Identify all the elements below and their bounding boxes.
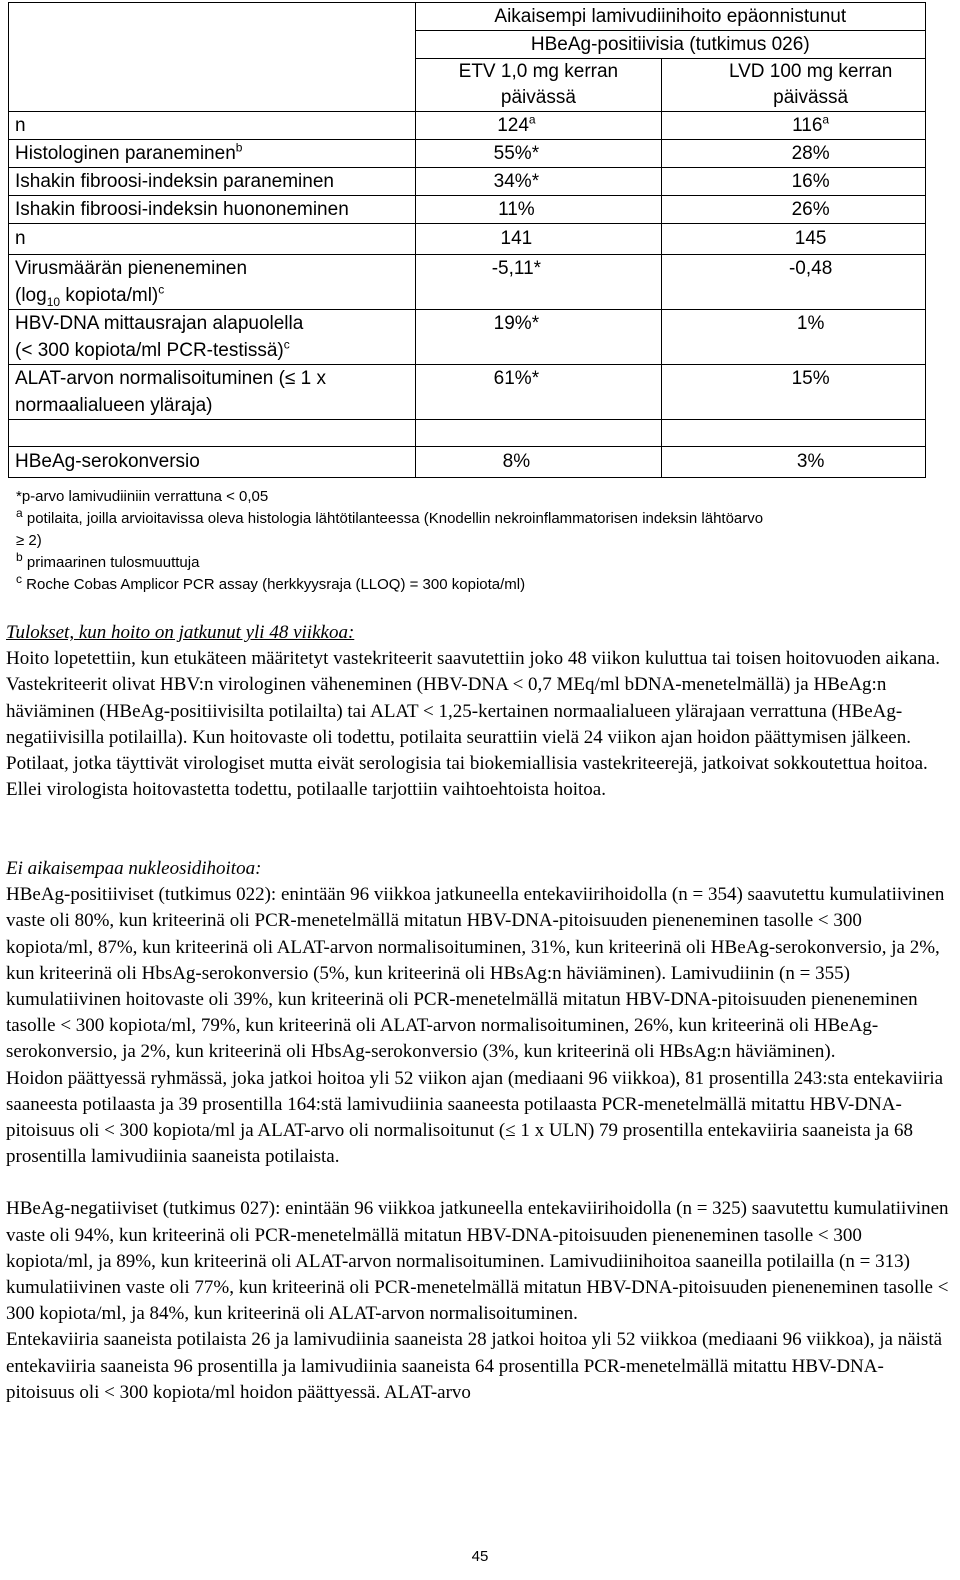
section-heading: Tulokset, kun hoito on jatkunut yli 48 viikkoa: bbox=[6, 622, 355, 643]
table-row: HBV-DNA mittausrajan alapuolella (< 300 kopiota/ml PCR-testissä)$^c$ 19%* 1% bbox=[9, 310, 926, 365]
section-heading: Ei aikaisempaa nukleosidihoitoa: bbox=[6, 858, 262, 879]
table-corner-cell bbox=[9, 3, 416, 112]
footnote-a-cont: ≥ 2) bbox=[16, 532, 42, 549]
section-48-weeks bbox=[6, 620, 951, 803]
section-no-nucleoside bbox=[6, 856, 951, 1406]
header-group-1: Aikaisempi lamivudiinihoito epäonnistunut bbox=[415, 3, 925, 31]
section-paragraph: Entekaviiria saaneista potilaista 26 ja lamivudiinia saaneista 28 jatkoi hoitoa yli 52 viikkoa (mediaani 96 viikkoa), ja näistä entekaviiria saaneista 96 prosentilla ja lamivudiinia saaneista 64 prosentilla PCR-menetelmällä mitattu HBV-DNA-pitoisuus oli < 300 kopiota/ml hoidon päättyessä. ALAT-arvo bbox=[6, 1329, 943, 1403]
table-row: n 141 145 bbox=[9, 224, 926, 255]
table-row: Ishakin fibroosi-indeksin paraneminen 34%* 16% bbox=[9, 168, 926, 196]
table-row: Ishakin fibroosi-indeksin huononeminen 11% 26% bbox=[9, 196, 926, 224]
table-row: n 124$^a$ 116$^a$ bbox=[9, 112, 926, 140]
section-paragraph: HBeAg-negatiiviset (tutkimus 027): enintään 96 viikkoa jatkuneella entekaviirihoidolla (n = 325) saavutettu kumulatiivinen vaste oli 94%, kun kriteerinä oli PCR-menetelmällä mitatun HBV-DNA-pitoisuuden pieneneminen tasolle < 300 kopiota/ml, ja 89%, kun kriteerinä oli ALAT-arvon normalisoituminen. Lamivudiinihoitoa saaneilla potilailla (n = 313) kumulatiivinen vaste oli 77%, kun kriteerinä oli PCR-menetelmällä mitatun HBV-DNA-pitoisuuden pieneneminen tasolle < 300 kopiota/ml, ja 84%, kun kriteerinä oli ALAT-arvon normalisoituminen. bbox=[6, 1198, 949, 1325]
section-paragraph: Hoito lopetettiin, kun etukäteen määritetyt vastekriteerit saavutettiin joko 48 viikon kuluttua tai toisen hoitovuoden aikana. Vastekriteerit olivat HBV:n virologinen väheneminen (HBV-DNA < 0,7 MEq/ml bDNA-menetelmällä) ja HBeAg:n häviäminen (HBeAg-positiivisilta potilailta) tai ALAT < 1,25-kertainen normaalialueen ylärajaan verrattuna (HBeAg-negatiivisilla potilailla). Kun hoitovaste oli todettu, potilaita seurattiin vielä 24 viikon ajan hoidon päättymisen jälkeen. Potilaat, jotka täyttivät virologiset mutta eivät serologisia tai biokemiallisia vastekriteerejä, jatkoivat sokkoutettua hoitoa. Ellei virologista hoitovastetta todettu, potilaalle tarjottiin vaihtoehtoista hoitoa. bbox=[6, 648, 940, 801]
footnote-c: $^c$ Roche Cobas Amplicor PCR assay (herkkyysraja (LLOQ) = 300 kopiota/ml) bbox=[16, 572, 526, 593]
footnote-p: *p-arvo lamivudiiniin verrattuna < 0,05 bbox=[16, 488, 269, 505]
footnote-b: $^b$ primaarinen tulosmuuttuja bbox=[16, 550, 200, 571]
header-col-lvd: LVD 100 mg kerran päivässä bbox=[662, 59, 926, 112]
header-col-etv: ETV 1,0 mg kerran päivässä bbox=[415, 59, 662, 112]
table-footnotes bbox=[16, 486, 916, 596]
table-row: HBeAg-serokonversio 8% 3% bbox=[9, 447, 926, 478]
page-number: 45 bbox=[471, 1548, 489, 1565]
section-paragraph: Hoidon päättyessä ryhmässä, joka jatkoi hoitoa yli 52 viikon ajan (mediaani 96 viikkoa), 81 prosentilla 243:sta entekaviiria saaneesta potilaasta ja 39 prosentilla 164:stä lamivudiinia saaneesta potilaasta PCR-menetelmällä mitattu HBV-DNA-pitoisuus oli < 300 kopiota/ml ja ALAT-arvo oli normalisoitunut (≤ 1 x ULN) 79 prosentilla entekaviiria saaneista ja 68 prosentilla lamivudiinia saaneista potilaista. bbox=[6, 1067, 944, 1168]
table-row: ALAT-arvon normalisoituminen (≤ 1 x normaalialueen yläraja) 61%* 15% bbox=[9, 365, 926, 420]
results-table bbox=[8, 2, 926, 478]
section-paragraph: HBeAg-positiiviset (tutkimus 022): enintään 96 viikkoa jatkuneella entekaviirihoidolla (n = 354) saavutettu kumulatiivinen vaste oli 80%, kun kriteerinä oli PCR-menetelmällä mitatun HBV-DNA-pitoisuuden pieneneminen tasolle < 300 kopiota/ml, 87%, kun kriteerinä oli ALAT-arvon normalisoituminen, 31%, kun kriteerinä oli HBeAg-serokonversio, ja 2%, kun kriteerinä oli HbsAg-serokonversio (5%, kun kriteerinä oli HBsAg:n häviäminen). Lamivudiinin (n = 355) kumulatiivinen hoitovaste oli 39%, kun kriteerinä oli PCR-menetelmällä mitatun HBV-DNA-pitoisuuden pieneneminen tasolle < 300 kopiota/ml, 79%, kun kriteerinä oli ALAT-arvon normalisoituminen, 26%, kun kriteerinä oli HBeAg-serokonversio, ja 2%, kun kriteerinä oli HbsAg-serokonversio (3%, kun kriteerinä oli HBsAg:n häviäminen). bbox=[6, 884, 945, 1063]
table-row-empty bbox=[9, 420, 926, 447]
table-row: Histologinen paraneminen$^b$ 55%* 28% bbox=[9, 140, 926, 168]
footnote-a: $^a$ potilaita, joilla arvioitavissa oleva histologia lähtötilanteessa (Knodellin nekroinflammatorisen indeksin lähtöarvo bbox=[16, 506, 764, 527]
header-group-2: HBeAg-positiivisia (tutkimus 026) bbox=[415, 31, 925, 59]
table-row: Virusmäärän pieneneminen ($\log_{10}$ kopiota/ml)$^c$ -5,11* -0,48 bbox=[9, 255, 926, 310]
